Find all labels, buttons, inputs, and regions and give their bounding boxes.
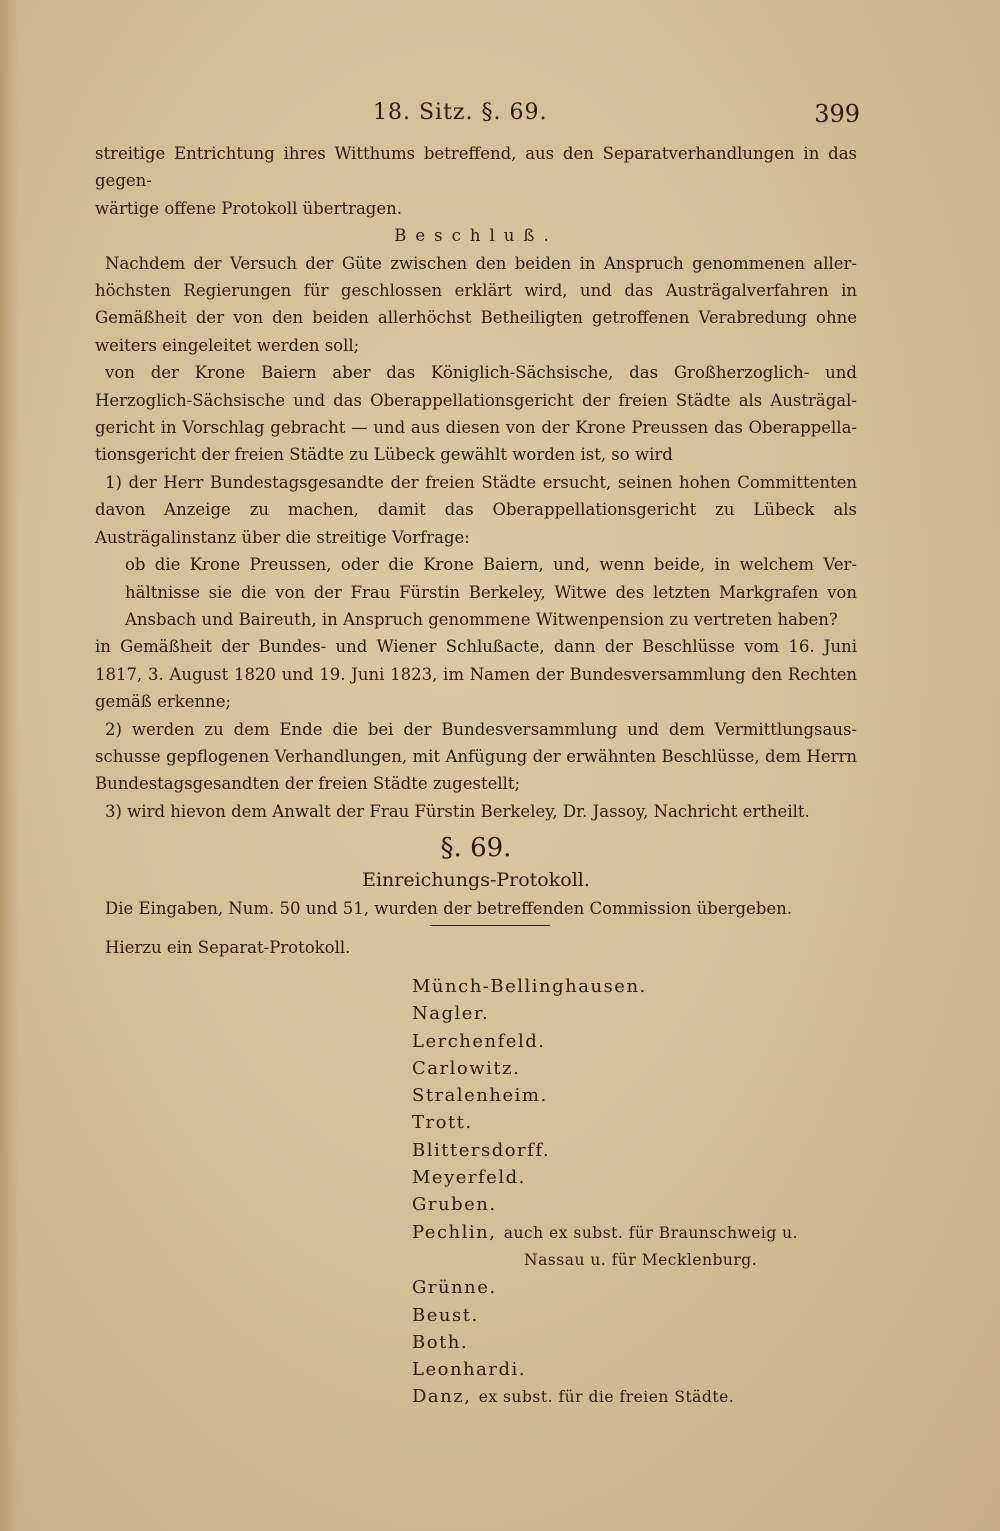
section-title: §. 69. [440, 833, 512, 864]
paragraph-1: Nachdem der Versuch der Güte zwischen den beiden in Anspruch genommenen aller-höchsten Regierungen für geschlossen erklärt wird, und das Austrägalverfahren in Gemäßheit der von den beiden allerhöchst Betheiligten getroffenen Verabredung ohne weiters eingeleitet werden soll; [95, 253, 857, 355]
item-2: 2) werden zu dem Ende die bei der Bundesversammlung und dem Vermittlungsaus-schusse gepflogenen Verhandlungen, mit Anfügung der erwähnten Beschlüsse, dem Herrn Bundestagsgesandten der freien Städte zugestellt; [95, 719, 857, 794]
running-head: 18. Sitz. §. 69. [373, 100, 548, 125]
signature-pechlin [412, 1219, 872, 1247]
item-1-continuation: in Gemäßheit der Bundes- und Wiener Schlußacte, dann der Beschlüsse vom 16. Juni 1817, 3. August 1820 und 19. Juni 1823, im Namen der Bundesversammlung den Rechten gemäß erkenne; [95, 637, 857, 712]
section-subtitle: Einreichungs-Protokoll. [362, 869, 590, 892]
item-1: 1) der Herr Bundestagsgesandte der freien Städte ersucht, seinen hohen Committenten davon Anzeige zu machen, damit das Oberappellationsgericht zu Lübeck als Austrägalinstanz über die streitige Vorfrage: [95, 472, 857, 547]
page-header [95, 100, 860, 130]
signature-name: Gruben. [412, 1194, 497, 1216]
paragraph-2: von der Krone Baiern aber das Königlich-Sächsische, das Großherzoglich- und Herzoglich-Sächsische und das Oberappellationsgericht der freien Städte als Austrägal-gericht in Vorschlag gebracht — und aus diesen von der Krone Preussen das Oberappella-tionsgericht der freien Städte zu Lübeck gewählt worden ist, so wird [95, 363, 857, 465]
signature-name: Carlowitz. [412, 1057, 521, 1079]
signature-name: Meyerfeld. [412, 1167, 526, 1189]
signature-name: Beust. [412, 1304, 479, 1326]
signature-name: Münch-Bellinghausen. [412, 976, 647, 997]
quoted-question: ob die Krone Preussen, oder die Krone Baiern, und, wenn beide, in welchem Ver-hältnisse sie die von der Frau Fürstin Berkeley, Witwe des letzten Markgrafen von Ansbach und Baireuth, in Anspruch genommene Witwenpension zu vertreten haben? [125, 555, 857, 629]
signature-name: Grünne. [412, 1277, 497, 1299]
intro-line-2: wärtige offene Protokoll übertragen. [95, 198, 402, 218]
page-edge-shadow [0, 0, 18, 1531]
item-3: 3) wird hievon dem Anwalt der Frau Fürstin Berkeley, Dr. Jassoy, Nachricht ertheilt. [105, 801, 810, 821]
signature-name: Leonhardi. [412, 1359, 526, 1381]
beschluss-heading: Beschluß. [394, 226, 558, 246]
signature-note-continuation: Nassau u. für Mecklenburg. [524, 1250, 758, 1269]
intro-line-1: streitige Entrichtung ihres Witthums betreffend, aus den Separatverhandlungen in das gegen- [95, 144, 857, 191]
signature-name: Nagler. [412, 1003, 490, 1025]
signature-name: Lerchenfeld. [412, 1030, 546, 1052]
separat-protokoll-note: Hierzu ein Separat-Protokoll. [105, 937, 351, 957]
signature-name: Trott. [412, 1112, 473, 1134]
signature-name: Blittersdorff. [412, 1139, 551, 1161]
signature-danz [412, 1383, 872, 1411]
section-text: Die Eingaben, Num. 50 und 51, wurden der betreffenden Commission übergeben. [105, 899, 793, 919]
page-number: 399 [814, 100, 860, 128]
signature-list [412, 973, 872, 1412]
signature-name: Stralenheim. [412, 1085, 548, 1107]
body-text [95, 140, 857, 961]
signature-note: auch ex subst. für Braunschweig u. [503, 1223, 799, 1242]
divider-rule [430, 925, 550, 926]
signature-note: ex subst. für die freien Städte. [478, 1388, 735, 1407]
signature-name: Both. [412, 1331, 469, 1353]
signature-name: Danz, [412, 1386, 472, 1408]
signature-name: Pechlin, [412, 1221, 497, 1243]
